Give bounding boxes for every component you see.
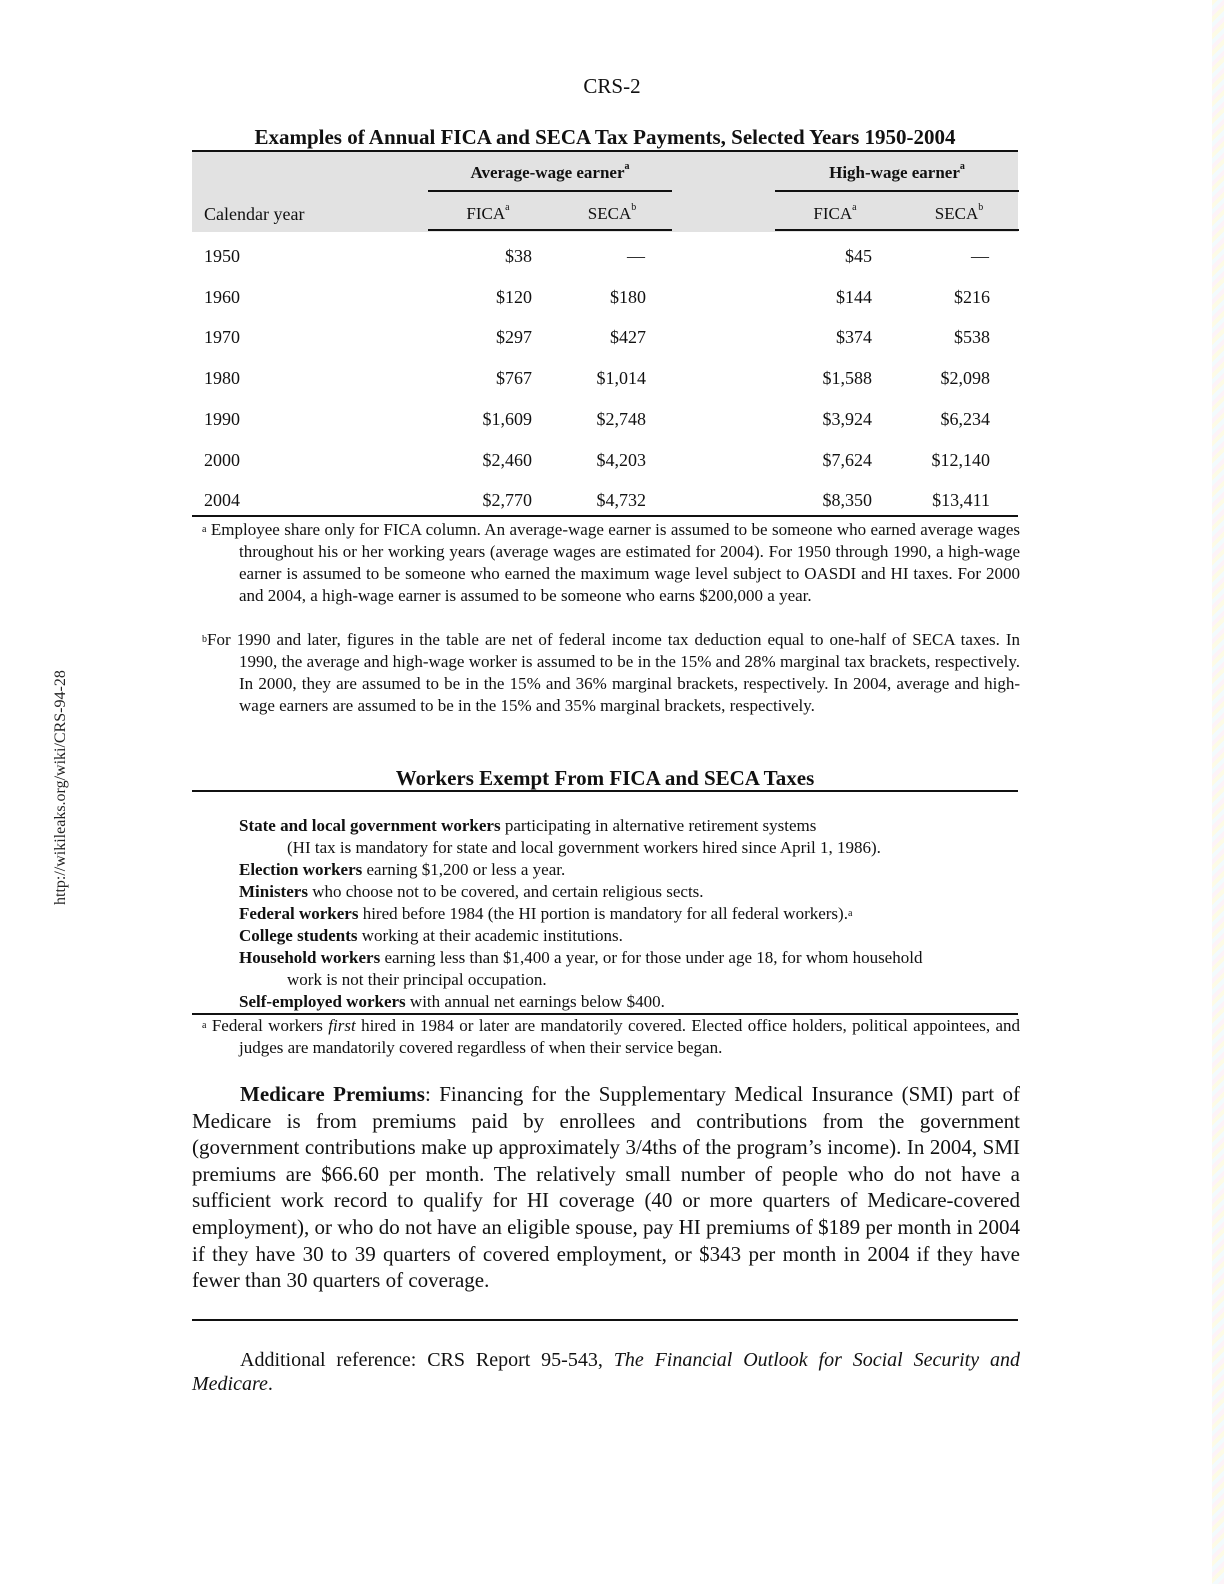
cell-year: 1970	[204, 327, 240, 347]
footnote-text: For 1990 and later, figures in the table are net of federal income tax deduction equal to one-half of SECA taxes. In 1990, the average and high-wage worker is assumed to be in the 15% and 28% marginal tax brackets, respectively. In 2000, they are assumed to be in the 15% and 36% marginal brackets, respectively. In 2004, average and high-wage earners are assumed to be in the 15% and 35% marginal brackets, respectively.	[207, 630, 1020, 715]
footnote-mark: b	[202, 634, 207, 645]
table-footnote-b	[192, 629, 1020, 717]
row-header-calendar-year: Calendar year	[204, 204, 305, 224]
exempt-list	[239, 815, 1029, 1013]
table-footnote-a	[192, 519, 1020, 607]
cell-high-fica: $7,624	[822, 450, 872, 470]
cell-year: 1990	[204, 409, 240, 429]
col-header-high-seca: SECA$^b$	[934, 202, 984, 223]
scan-edge-strip	[1212, 0, 1224, 1584]
exempt-item: Household workers earning less than $1,400 a year, or for those under age 18, for whom household	[239, 948, 923, 967]
exempt-item-continuation: work is not their principal occupation.	[287, 970, 547, 989]
cell-avg-seca: $180	[610, 287, 646, 307]
cell-high-seca: $216	[954, 287, 990, 307]
table-bottom-rule	[192, 515, 1018, 517]
cell-year: 1960	[204, 287, 240, 307]
cell-avg-seca: $1,014	[596, 368, 646, 388]
cell-year: 2000	[204, 450, 240, 470]
col-header-avg-seca: SECA$^b$	[587, 202, 637, 223]
col-rule-average	[428, 229, 672, 231]
cell-avg-fica: $767	[496, 368, 532, 388]
cell-avg-fica: $297	[496, 327, 532, 347]
medicare-heading: Medicare Premiums	[240, 1082, 425, 1106]
cell-avg-fica: $38	[505, 246, 532, 266]
exempt-footnote: $^a$ Federal workers first hired in 1984 or later are mandatorily covered. Elected office holders, political appointees, and judges are mandatorily covered regardless of when their service began.	[202, 1016, 1021, 1057]
cell-high-seca: $12,140	[931, 450, 990, 470]
side-watermark-url: http://wikileaks.org/wiki/CRS-94-28	[52, 670, 69, 905]
cell-high-seca: $538	[954, 327, 990, 347]
table-row	[192, 327, 1018, 349]
table-row	[192, 246, 1018, 268]
table-row	[192, 409, 1018, 431]
col-rule-high	[775, 229, 1019, 231]
cell-high-fica: $144	[836, 287, 872, 307]
additional-reference: Additional reference: CRS Report 95-543, The Financial Outlook for Social Security and Medicare.	[192, 1349, 1020, 1395]
table-row	[192, 368, 1018, 390]
exempt-item: Self-employed workers with annual net earnings below $400.	[239, 992, 665, 1011]
cell-avg-fica: $1,609	[482, 409, 532, 429]
exempt-item: College students working at their academic institutions.	[239, 926, 623, 945]
cell-high-fica: $3,924	[822, 409, 872, 429]
exempt-item-continuation: (HI tax is mandatory for state and local government workers hired since April 1, 1986).	[287, 838, 881, 857]
cell-high-fica: $45	[845, 246, 872, 266]
cell-avg-fica: $2,770	[482, 490, 532, 510]
exempt-section-title: Workers Exempt From FICA and SECA Taxes	[395, 766, 815, 790]
section-end-rule	[192, 1319, 1018, 1321]
cell-avg-seca: $4,203	[596, 450, 646, 470]
table-row	[192, 490, 1018, 512]
group-rule-average	[428, 190, 672, 192]
cell-high-seca: $13,411	[932, 490, 990, 510]
table-title: Examples of Annual FICA and SECA Tax Payments, Selected Years 1950-2004	[254, 125, 956, 149]
cell-high-fica: $8,350	[822, 490, 872, 510]
medicare-body: : Financing for the Supplementary Medical Insurance (SMI) part of Medicare is from premiums paid by enrollees and contributions from the government (government contributions make up approximately 3/4ths of the program’s income). In 2004, SMI premiums are $66.60 per month. The relatively small number of people who do not have a sufficient work record to qualify for HI coverage (40 or more quarters of Medicare-covered employment), or who do not have an eligible spouse, pay HI premiums of $189 per month in 2004 if they have 30 to 39 quarters of covered employment, or $343 per month in 2004 if they have fewer than 30 quarters of coverage.	[192, 1082, 1020, 1293]
cell-high-seca: —	[971, 246, 989, 266]
col-header-high-fica: FICA$^a$	[813, 202, 857, 223]
cell-avg-seca: $427	[610, 327, 646, 347]
cell-high-seca: $2,098	[940, 368, 990, 388]
cell-avg-fica: $120	[496, 287, 532, 307]
cell-year: 1950	[204, 246, 240, 266]
cell-avg-seca: —	[627, 246, 645, 266]
group-header-high: High-wage earner$^a$	[829, 161, 965, 182]
cell-high-fica: $1,588	[822, 368, 872, 388]
cell-avg-seca: $2,748	[596, 409, 646, 429]
cell-high-fica: $374	[836, 327, 872, 347]
page-number: CRS-2	[583, 74, 641, 98]
cell-year: 1980	[204, 368, 240, 388]
exempt-item: Election workers earning $1,200 or less a year.	[239, 860, 566, 879]
exempt-title-rule	[192, 790, 1018, 792]
exempt-item: State and local government workers participating in alternative retirement systems	[239, 816, 817, 835]
cell-high-seca: $6,234	[940, 409, 990, 429]
group-rule-high	[775, 190, 1019, 192]
cell-year: 2004	[204, 490, 240, 510]
footnote-mark: a	[202, 524, 207, 535]
exempt-item: Federal workers hired before 1984 (the HI portion is mandatory for all federal workers).$^a$	[239, 904, 853, 923]
col-header-avg-fica: FICA$^a$	[466, 202, 510, 223]
table-row	[192, 287, 1018, 309]
reference-title: The Financial Outlook for Social Security and Medicare	[192, 1349, 1020, 1395]
footnote-text: Employee share only for FICA column. An average-wage earner is assumed to be someone who earned average wages throughout his or her working years (average wages are estimated for 2004). For 1950 through 1990, a high-wage earner is assumed to be someone who earned the maximum wage level subject to OASDI and HI taxes. For 2000 and 2004, a high-wage earner is assumed to be someone who earns $200,000 a year.	[210, 520, 1020, 605]
medicare-premiums-paragraph	[192, 1081, 1020, 1294]
group-header-average: Average-wage earner$^a$	[470, 161, 630, 182]
cell-avg-seca: $4,732	[596, 490, 646, 510]
table-row	[192, 450, 1018, 472]
exempt-item: Ministers who choose not to be covered, and certain religious sects.	[239, 882, 704, 901]
cell-avg-fica: $2,460	[482, 450, 532, 470]
